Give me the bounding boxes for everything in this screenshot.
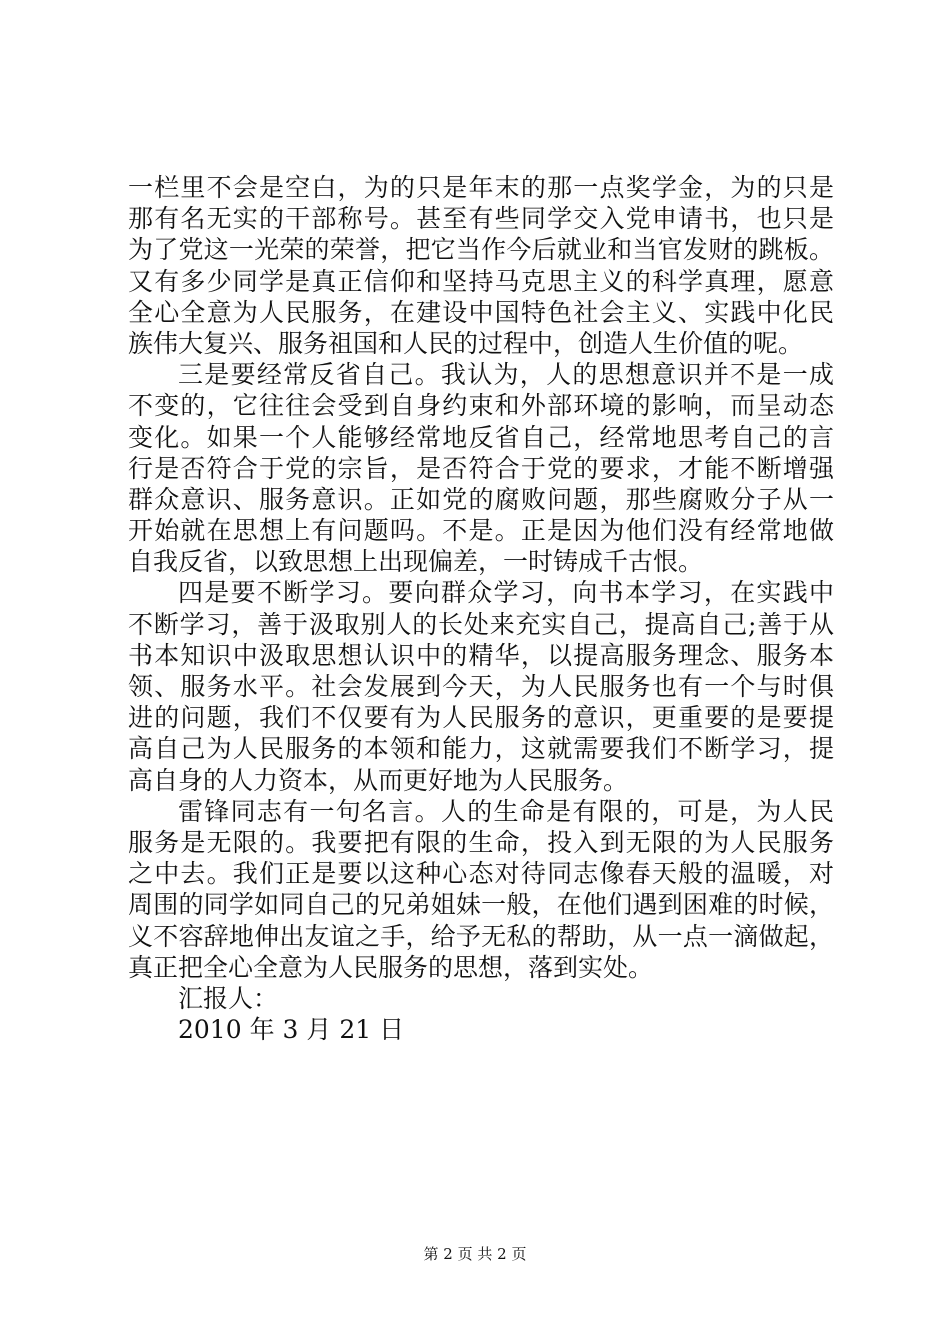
- text-line: 族伟大复兴、服务祖国和人民的过程中，创造人生价值的呢。: [128, 328, 804, 358]
- text-line: 真正把全心全意为人民服务的思想，落到实处。: [128, 952, 654, 982]
- report-date: 2010 年 3 月 21 日: [178, 1015, 405, 1045]
- text-line: 之中去。我们正是要以这种心态对待同志像春天般的温暖，对: [128, 859, 834, 889]
- page-number-footer: 第 2 页 共 2 页: [423, 1245, 527, 1263]
- text-line: 全心全意为人民服务，在建设中国特色社会主义、实践中化民: [128, 297, 834, 327]
- text-line: 变化。如果一个人能够经常地反省自己，经常地思考自己的言: [128, 422, 834, 452]
- text-line: 那有名无实的干部称号。甚至有些同学交入党申请书，也只是: [128, 204, 834, 234]
- text-line: 高自己为人民服务的本领和能力，这就需要我们不断学习，提: [128, 734, 834, 764]
- text-line: 雷锋同志有一句名言。人的生命是有限的，可是，为人民: [178, 796, 834, 826]
- text-line: 高自身的人力资本，从而更好地为人民服务。: [128, 765, 629, 795]
- text-line: 进的问题，我们不仅要有为人民服务的意识，更重要的是要提: [128, 703, 834, 733]
- text-line: 行是否符合于党的宗旨，是否符合于党的要求，才能不断增强: [128, 453, 834, 483]
- text-line: 不断学习，善于汲取别人的长处来充实自己，提高自己;善于从: [128, 609, 834, 639]
- text-line: 又有多少同学是真正信仰和坚持马克思主义的科学真理，愿意: [128, 266, 834, 296]
- text-line: 群众意识、服务意识。正如党的腐败问题，那些腐败分子从一: [128, 484, 834, 514]
- text-line: 三是要经常反省自己。我认为，人的思想意识并不是一成: [178, 360, 834, 390]
- text-line: 服务是无限的。我要把有限的生命，投入到无限的为人民服务: [128, 827, 834, 857]
- text-line: 书本知识中汲取思想认识中的精华，以提高服务理念、服务本: [128, 640, 834, 670]
- text-line: 四是要不断学习。要向群众学习，向书本学习，在实践中: [178, 578, 834, 608]
- text-line: 自我反省，以致思想上出现偏差，一时铸成千古恨。: [128, 547, 704, 577]
- text-line: 为了党这一光荣的荣誉，把它当作今后就业和当官发财的跳板。: [128, 235, 834, 265]
- text-line: 开始就在思想上有问题吗。不是。正是因为他们没有经常地做: [128, 516, 834, 546]
- text-line: 义不容辞地伸出友谊之手，给予无私的帮助，从一点一滴做起，: [128, 921, 834, 951]
- text-line: 一栏里不会是空白，为的只是年末的那一点奖学金，为的只是: [128, 173, 834, 202]
- text-line: 领、服务水平。社会发展到今天，为人民服务也有一个与时俱: [128, 672, 834, 701]
- reporter-label: 汇报人：: [178, 983, 279, 1013]
- text-line: 周围的同学如同自己的兄弟姐妹一般，在他们遇到困难的时候，: [128, 890, 834, 920]
- text-line: 不变的，它往往会受到自身约束和外部环境的影响，而呈动态: [128, 391, 834, 421]
- document-body: [128, 172, 834, 1045]
